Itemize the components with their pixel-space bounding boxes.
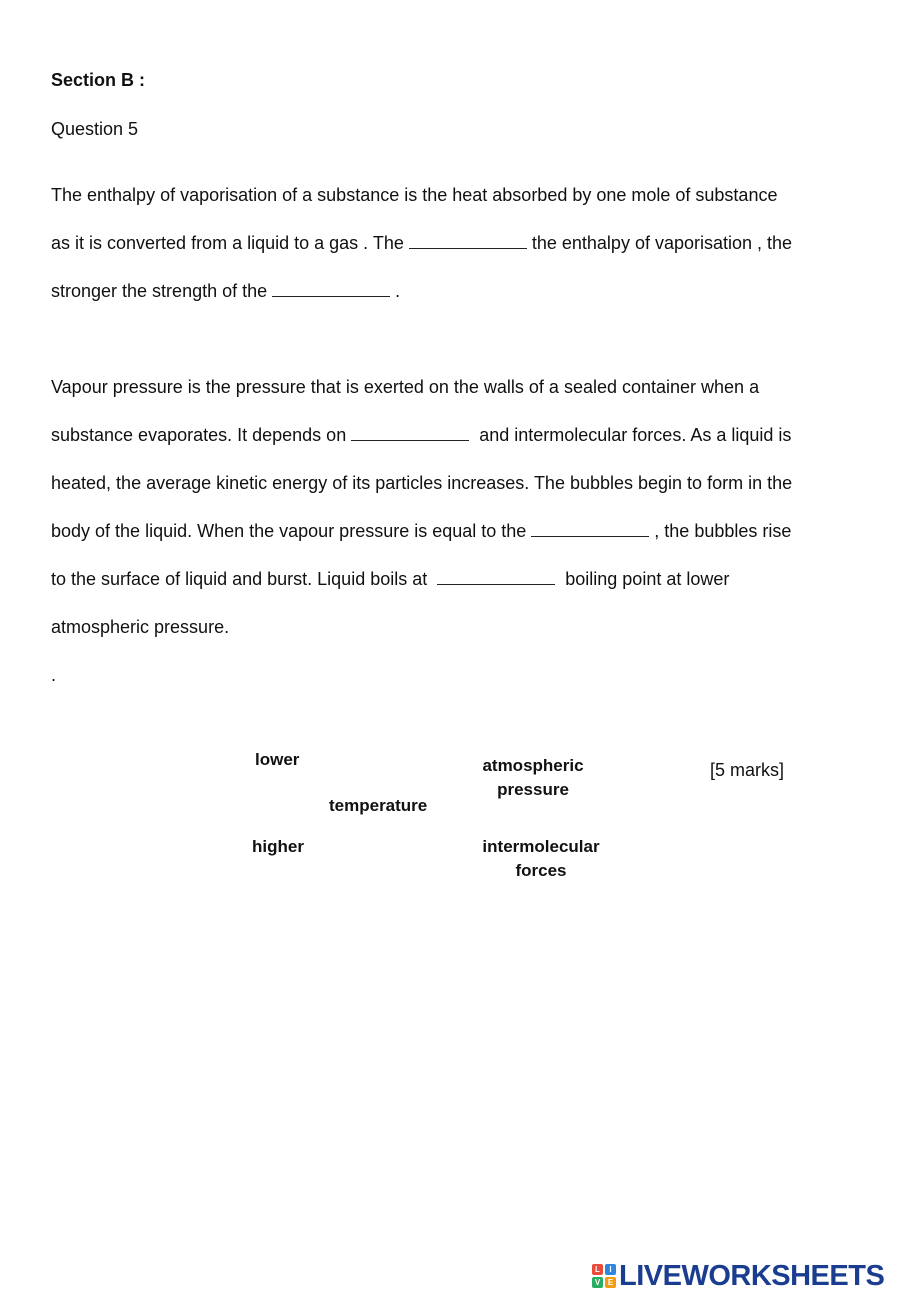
paragraph1-line3-start: stronger the strength of the	[51, 281, 273, 301]
logo-tile-l: L	[592, 1264, 603, 1275]
paragraph2-line2-start: substance evaporates. It depends on	[51, 425, 352, 445]
word-intermolecular-forces-line2: forces	[515, 861, 567, 880]
paragraph2-line2-end: and intermolecular forces. As a liquid is	[469, 425, 792, 445]
section-title: Section B :	[51, 70, 146, 90]
liveworksheets-logo	[592, 1259, 884, 1293]
blank-3-input[interactable]	[351, 426, 469, 441]
paragraph2-line5	[51, 568, 729, 590]
paragraph1-line2-start: as it is converted from a liquid to a gas . The	[51, 233, 409, 253]
blank-5-input[interactable]	[437, 570, 555, 585]
word-intermolecular-forces[interactable]	[470, 835, 612, 883]
paragraph2-line4-start: body of the liquid. When the vapour pressure is equal to the	[51, 521, 532, 541]
word-atmospheric-pressure-line2: pressure	[497, 780, 569, 799]
paragraph1-line2-end: the enthalpy of vaporisation , the	[526, 233, 793, 253]
paragraph1-line2	[51, 232, 792, 254]
blank-4-input[interactable]	[531, 522, 649, 537]
logo-tile-e: E	[605, 1277, 616, 1288]
blank-2-input[interactable]	[272, 282, 390, 297]
word-atmospheric-pressure-line1: atmospheric	[482, 756, 584, 775]
paragraph2-line5-start: to the surface of liquid and burst. Liquid boils at	[51, 569, 438, 589]
paragraph2-line2	[51, 424, 791, 446]
paragraph1-line3-end: .	[390, 281, 401, 301]
word-atmospheric-pressure[interactable]	[470, 754, 596, 802]
question-label: Question 5	[51, 119, 139, 139]
logo-text: LIVEWORKSHEETS	[619, 1259, 885, 1292]
paragraph2-dot: .	[51, 665, 57, 685]
paragraph2-line6: atmospheric pressure.	[51, 617, 230, 637]
paragraph2-line4-end: , the bubbles rise	[649, 521, 792, 541]
paragraph1-line1: The enthalpy of vaporisation of a substance is the heat absorbed by one mole of substance	[51, 185, 778, 205]
word-higher[interactable]: higher	[252, 837, 304, 856]
paragraph2-line4	[51, 520, 791, 542]
paragraph2-line3: heated, the average kinetic energy of its particles increases. The bubbles begin to form in the	[51, 473, 793, 493]
logo-tile-i: I	[605, 1264, 616, 1275]
marks-label: [5 marks]	[710, 760, 785, 780]
word-intermolecular-forces-line1: intermolecular	[482, 837, 600, 856]
paragraph2-line1: Vapour pressure is the pressure that is exerted on the walls of a sealed container when a	[51, 377, 760, 397]
paragraph2-line5-end: boiling point at lower	[555, 569, 730, 589]
word-lower[interactable]: lower	[255, 750, 300, 769]
word-temperature[interactable]: temperature	[329, 796, 428, 815]
logo-tile-v: V	[592, 1277, 603, 1288]
logo-tiles-icon	[592, 1264, 616, 1288]
blank-1-input[interactable]	[409, 234, 527, 249]
paragraph1-line3	[51, 280, 400, 302]
